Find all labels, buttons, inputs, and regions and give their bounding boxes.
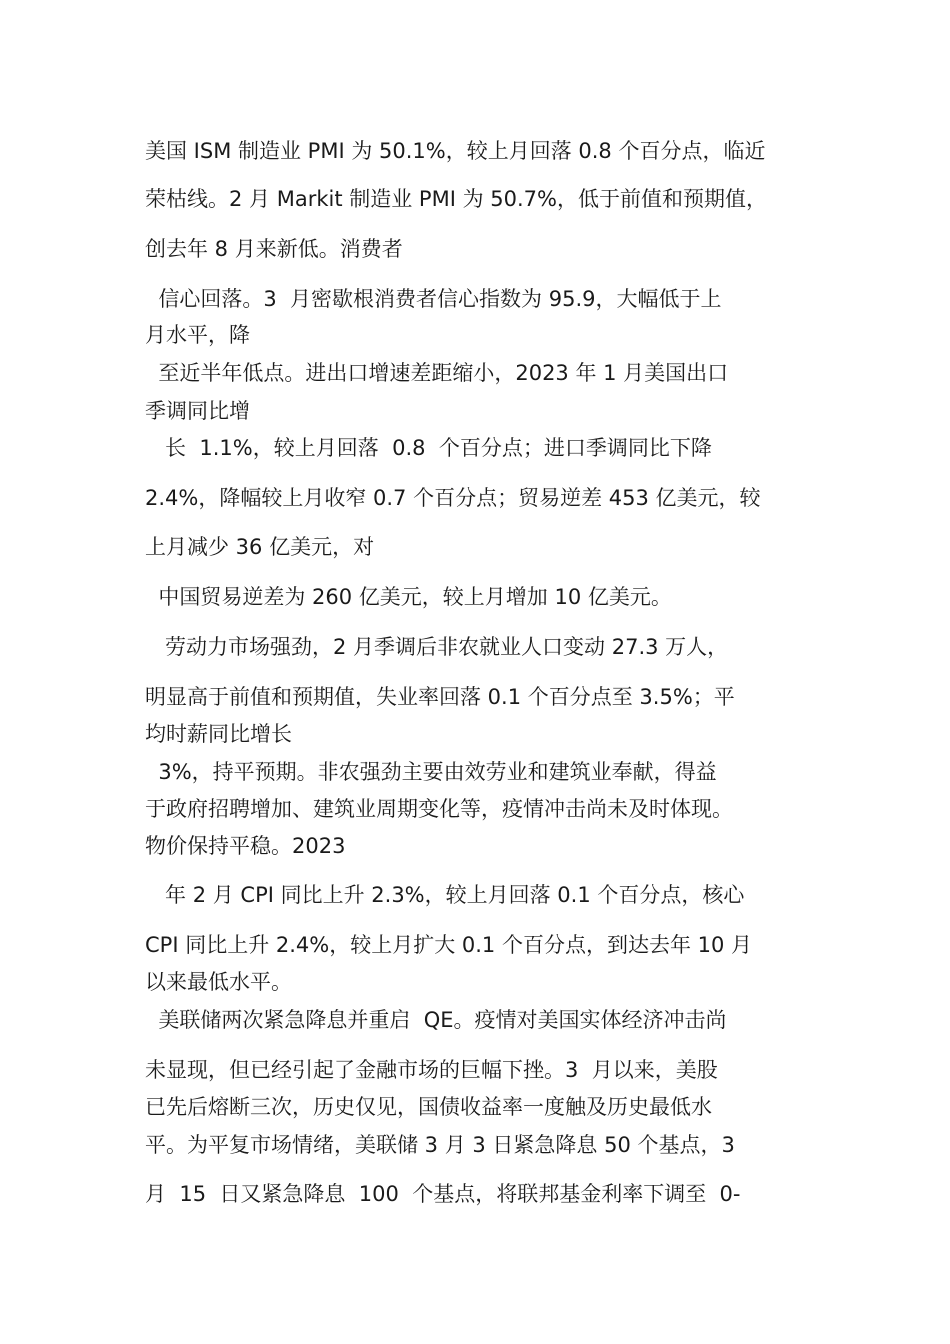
text-line: 信心回落。3 月密歇根消费者信心指数为 95.9，大幅低于上 <box>145 287 722 311</box>
text-line: CPI 同比上升 2.4%，较上月扩大 0.1 个百分点，到达去年 10 月 <box>145 933 753 957</box>
text-line: 荣枯线。2 月 Markit 制造业 PMI 为 50.7%，低于前值和预期值， <box>145 187 767 211</box>
text-line: 长 1.1%，较上月回落 0.8 个百分点；进口季调同比下降 <box>145 436 712 460</box>
text-line: 未显现，但已经引起了金融市场的巨幅下挫。3 月以来，美股 <box>145 1058 718 1082</box>
text-line: 已先后熔断三次，历史仅见，国债收益率一度触及历史最低水 <box>145 1095 712 1119</box>
text-line: 中国贸易逆差为 260 亿美元，较上月增加 10 亿美元。 <box>145 585 672 609</box>
text-line: 明显高于前值和预期值，失业率回落 0.1 个百分点至 3.5%；平 <box>145 685 735 709</box>
text-line: 创去年 8 月来新低。消费者 <box>145 237 403 261</box>
text-line: 均时薪同比增长 <box>145 722 292 746</box>
text-line: 于政府招聘增加、建筑业周期变化等，疫情冲击尚未及时体现。 <box>145 797 733 821</box>
text-line: 3%，持平预期。非农强劲主要由效劳业和建筑业奉献，得益 <box>145 760 717 784</box>
text-line: 劳动力市场强劲，2 月季调后非农就业人口变动 27.3 万人， <box>145 635 729 659</box>
text-line: 年 2 月 CPI 同比上升 2.3%，较上月回落 0.1 个百分点，核心 <box>145 883 745 907</box>
text-line: 2.4%，降幅较上月收窄 0.7 个百分点；贸易逆差 453 亿美元，较 <box>145 486 761 510</box>
text-line: 至近半年低点。进出口增速差距缩小，2023 年 1 月美国出口 <box>145 361 729 385</box>
text-line: 月水平，降 <box>145 323 250 347</box>
text-line: 美国 ISM 制造业 PMI 为 50.1%，较上月回落 0.8 个百分点，临近 <box>145 139 766 163</box>
text-line: 美联储两次紧急降息并重启 QE。疫情对美国实体经济冲击尚 <box>145 1008 727 1032</box>
text-line: 月 15 日又紧急降息 100 个基点，将联邦基金利率下调至 0- <box>145 1182 741 1206</box>
text-line: 物价保持平稳。2023 <box>145 834 346 858</box>
text-line: 以来最低水平。 <box>145 970 292 994</box>
text-line: 季调同比增 <box>145 399 250 423</box>
text-line: 平。为平复市场情绪，美联储 3 月 3 日紧急降息 50 个基点，3 <box>145 1133 735 1157</box>
text-line: 上月减少 36 亿美元，对 <box>145 535 375 559</box>
